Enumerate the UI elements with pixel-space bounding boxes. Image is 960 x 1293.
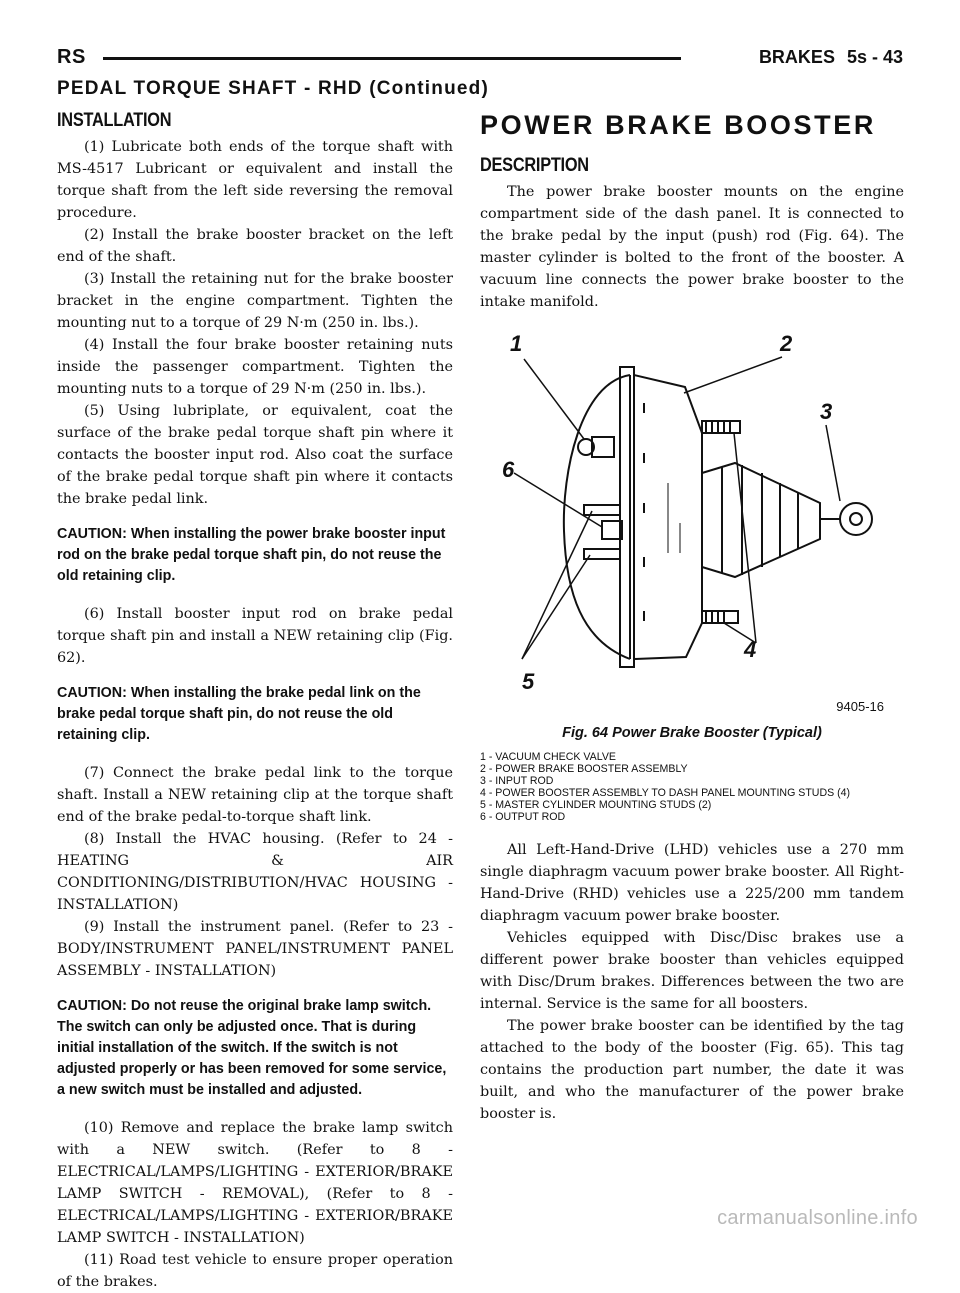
installation-heading: INSTALLATION	[57, 110, 172, 131]
legend-item: 6 - OUTPUT ROD	[480, 811, 566, 823]
install-step-2: (2) Install the brake booster bracket on the left end of the shaft.	[57, 227, 453, 265]
install-step-10: (10) Remove and replace the brake lamp switch with a NEW switch. (Refer to 8 - ELECTRICAL/LAMPS/LIGHTING - EXTERIOR/BRAKE LAMP SWITCH - REMOVAL), (Refer to 8 - ELECTRICAL/LAMPS/LIGHTING - EXTERIOR/BRAKE LAMP SWITCH - INSTALLATION)	[57, 1120, 453, 1246]
install-step-1: (1) Lubricate both ends of the torque shaft with MS-4517 Lubricant or equivalent and install the torque shaft from the left side reversing the removal procedure.	[57, 139, 453, 221]
install-step-5: (5) Using lubriplate, or equivalent, coat the surface of the brake pedal torque shaft pin where it contacts the booster input rod. Also coat the surface of the brake pedal torque shaft pin where it contacts the brake pedal link.	[57, 403, 453, 507]
watermark[interactable]: carmanualsonline.info	[717, 1207, 918, 1229]
description-intro: The power brake booster mounts on the engine compartment side of the dash panel. It is connected to the brake pedal by the input (push) rod (Fig. 64). The master cylinder is bolted to the front of the booster. A vacuum line connects the power brake booster to the intake manifold.	[480, 184, 904, 310]
booster-paragraph-3: The power brake booster can be identified by the tag attached to the body of the booster (Fig. 65). This tag contains the production part number, the date it was built, and who the manufacturer of the power brake booster is.	[480, 1018, 904, 1122]
figure-legend	[480, 751, 904, 823]
legend-item: 3 - INPUT ROD	[480, 775, 554, 787]
header-rule	[103, 57, 681, 60]
callout-4: 4	[744, 637, 757, 662]
callout-3: 3	[820, 399, 833, 424]
section-title: POWER BRAKE BOOSTER	[480, 110, 876, 140]
page-number: 5s - 43	[846, 47, 903, 67]
caution-retaining-clip-input-rod: CAUTION: When installing the power brake booster input rod on the brake pedal torque shaft pin, do not reuse the old retaining clip.	[57, 526, 446, 584]
header-right	[759, 47, 903, 68]
figure-code: 9405-16	[836, 699, 884, 714]
callout-6: 6	[502, 457, 515, 482]
description-heading: DESCRIPTION	[480, 155, 589, 176]
legend-item: 5 - MASTER CYLINDER MOUNTING STUDS (2)	[480, 799, 712, 811]
continued-title: PEDAL TORQUE SHAFT - RHD (Continued)	[57, 78, 489, 99]
left-column	[57, 110, 453, 1293]
caution-brake-lamp-switch: CAUTION: Do not reuse the original brake lamp switch. The switch can only be adjusted once. That is during initial installation of the switch. If the switch is not adjusted properly or has been removed for some service, a new switch must be installed and adjusted.	[57, 998, 447, 1098]
page-header	[57, 44, 903, 72]
install-step-8: (8) Install the HVAC housing. (Refer to 24 - HEATING & AIR CONDITIONING/DISTRIBUTION/HVAC HOUSING - INSTALLATION)	[57, 831, 453, 913]
install-step-4: (4) Install the four brake booster retaining nuts inside the passenger compartment. Tighten the mounting nuts to a torque of 29 N·m (250 in. lbs.).	[57, 337, 453, 397]
booster-paragraph-2: Vehicles equipped with Disc/Disc brakes use a different power brake booster than vehicles equipped with Disc/Drum brakes. Differences between the two are internal. Service is the same for all boosters.	[480, 930, 904, 1012]
legend-item: 4 - POWER BOOSTER ASSEMBLY TO DASH PANEL MOUNTING STUDS (4)	[480, 787, 851, 799]
figure-caption: Fig. 64 Power Brake Booster (Typical)	[562, 725, 822, 741]
callout-1: 1	[510, 331, 523, 356]
install-step-3: (3) Install the retaining nut for the brake booster bracket in the engine compartment. Tighten the mounting nut to a torque of 29 N·m (250 in. lbs.).	[57, 271, 453, 331]
callout-2: 2	[780, 331, 793, 356]
install-step-11: (11) Road test vehicle to ensure proper operation of the brakes.	[57, 1252, 453, 1290]
install-step-9: (9) Install the instrument panel. (Refer to 23 - BODY/INSTRUMENT PANEL/INSTRUMENT PANEL ASSEMBLY - INSTALLATION)	[57, 919, 453, 979]
booster-paragraph-1: All Left-Hand-Drive (LHD) vehicles use a 270 mm single diaphragm vacuum power brake booster. All Right-Hand-Drive (RHD) vehicles use a 225/200 mm tandem diaphragm vacuum power brake booster.	[480, 842, 904, 924]
install-step-7: (7) Connect the brake pedal link to the torque shaft. Install a NEW retaining clip at the torque shaft end of the brake pedal-to-torque shaft link.	[57, 765, 453, 825]
legend-item: 1 - VACUUM CHECK VALVE	[480, 751, 616, 763]
chapter-name: BRAKES	[758, 47, 835, 67]
section-code: RS	[57, 46, 86, 68]
install-step-6: (6) Install booster input rod on brake pedal torque shaft pin and install a NEW retaining clip (Fig. 62).	[57, 606, 453, 666]
booster-illustration	[480, 323, 904, 723]
legend-item: 2 - POWER BRAKE BOOSTER ASSEMBLY	[480, 763, 688, 775]
callout-5: 5	[522, 669, 535, 694]
right-column	[480, 110, 904, 1125]
caution-retaining-clip-pedal-link: CAUTION: When installing the brake pedal link on the brake pedal torque shaft pin, do not reuse the old retaining clip.	[57, 685, 421, 743]
booster-figure	[480, 323, 904, 723]
